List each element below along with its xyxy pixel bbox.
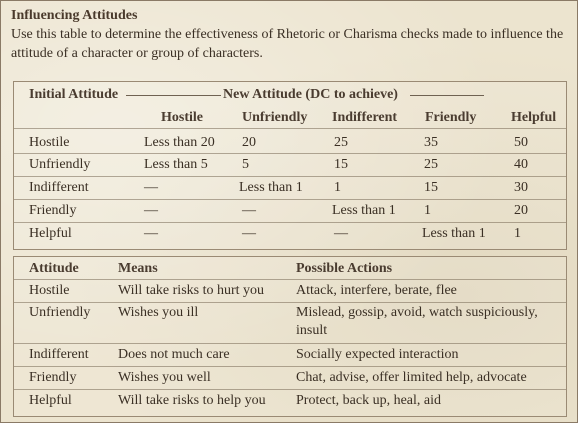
row-divider — [14, 222, 566, 223]
attitude-friendly: Friendly — [29, 370, 77, 385]
attitude-hostile: Hostile — [29, 283, 70, 298]
page-description: Use this table to determine the effectiveness of Rhetoric or Charisma checks made to influence the attitude of a character or group of characters. — [11, 27, 564, 61]
row-label-friendly: Friendly — [29, 203, 77, 218]
actions-header: Possible Actions — [296, 261, 393, 276]
table-cell: 40 — [514, 157, 528, 172]
table-cell: 1 — [514, 226, 521, 241]
header-divider — [14, 128, 566, 129]
table-cell: 1 — [334, 180, 341, 195]
table-cell: 35 — [424, 135, 438, 150]
table-cell: Less than 1 — [332, 203, 396, 218]
page-title: Influencing Attitudes — [11, 8, 138, 23]
table-cell: — — [144, 180, 158, 195]
group-header-rule-right — [410, 95, 484, 96]
row-divider — [14, 343, 566, 344]
means-cell: Will take risks to help you — [118, 393, 266, 408]
row-divider — [14, 176, 566, 177]
table-cell: Less than 20 — [144, 135, 215, 150]
table-cell: — — [144, 226, 158, 241]
row-divider — [14, 366, 566, 367]
table-cell: 20 — [514, 203, 528, 218]
actions-cell: Mislead, gossip, avoid, watch suspiciously, insult — [296, 305, 538, 338]
actions-cell: Attack, interfere, berate, flee — [296, 283, 457, 298]
row-label-hostile: Hostile — [29, 135, 70, 150]
table-cell: 25 — [334, 135, 348, 150]
intro-box — [5, 5, 575, 75]
row-label-indifferent: Indifferent — [29, 180, 89, 195]
col-header-indifferent: Indifferent — [332, 110, 398, 125]
table-cell: — — [242, 203, 256, 218]
table-cell: 15 — [334, 157, 348, 172]
row-divider — [14, 389, 566, 390]
table-cell: 1 — [424, 203, 431, 218]
table-cell: 5 — [242, 157, 249, 172]
table-cell: — — [334, 226, 348, 241]
table-cell: 50 — [514, 135, 528, 150]
col-header-friendly: Friendly — [425, 110, 477, 125]
table-cell: Less than 1 — [239, 180, 303, 195]
attitude-header: Attitude — [29, 261, 79, 276]
means-cell: Wishes you ill — [118, 305, 199, 320]
table-cell: Less than 1 — [422, 226, 486, 241]
means-cell: Does not much care — [118, 347, 230, 362]
dc-table — [13, 81, 567, 250]
means-table — [13, 256, 567, 417]
means-header: Means — [118, 261, 158, 276]
row-divider — [14, 199, 566, 200]
group-header-rule-left — [126, 95, 221, 96]
attitude-helpful: Helpful — [29, 393, 72, 408]
row-label-unfriendly: Unfriendly — [29, 157, 91, 172]
col-header-unfriendly: Unfriendly — [242, 110, 308, 125]
means-cell: Will take risks to hurt you — [118, 283, 265, 298]
initial-attitude-header: Initial Attitude — [29, 87, 119, 102]
means-cell: Wishes you well — [118, 370, 211, 385]
attitude-unfriendly: Unfriendly — [29, 305, 91, 320]
actions-cell: Socially expected interaction — [296, 347, 459, 362]
col-header-helpful: Helpful — [511, 110, 557, 125]
row-divider — [14, 153, 566, 154]
actions-cell: Chat, advise, offer limited help, advocate — [296, 370, 527, 385]
table-cell: — — [242, 226, 256, 241]
table-cell: 15 — [424, 180, 438, 195]
table-cell: 30 — [514, 180, 528, 195]
attitude-indifferent: Indifferent — [29, 347, 89, 362]
row-divider — [14, 302, 566, 303]
actions-cell: Protect, back up, heal, aid — [296, 393, 442, 408]
table-cell: — — [144, 203, 158, 218]
col-header-hostile: Hostile — [161, 110, 203, 125]
row-label-helpful: Helpful — [29, 226, 72, 241]
table-cell: 20 — [242, 135, 256, 150]
table-cell: 25 — [424, 157, 438, 172]
new-attitude-header: New Attitude (DC to achieve) — [223, 87, 398, 102]
header-divider — [14, 279, 566, 280]
table-cell: Less than 5 — [144, 157, 208, 172]
